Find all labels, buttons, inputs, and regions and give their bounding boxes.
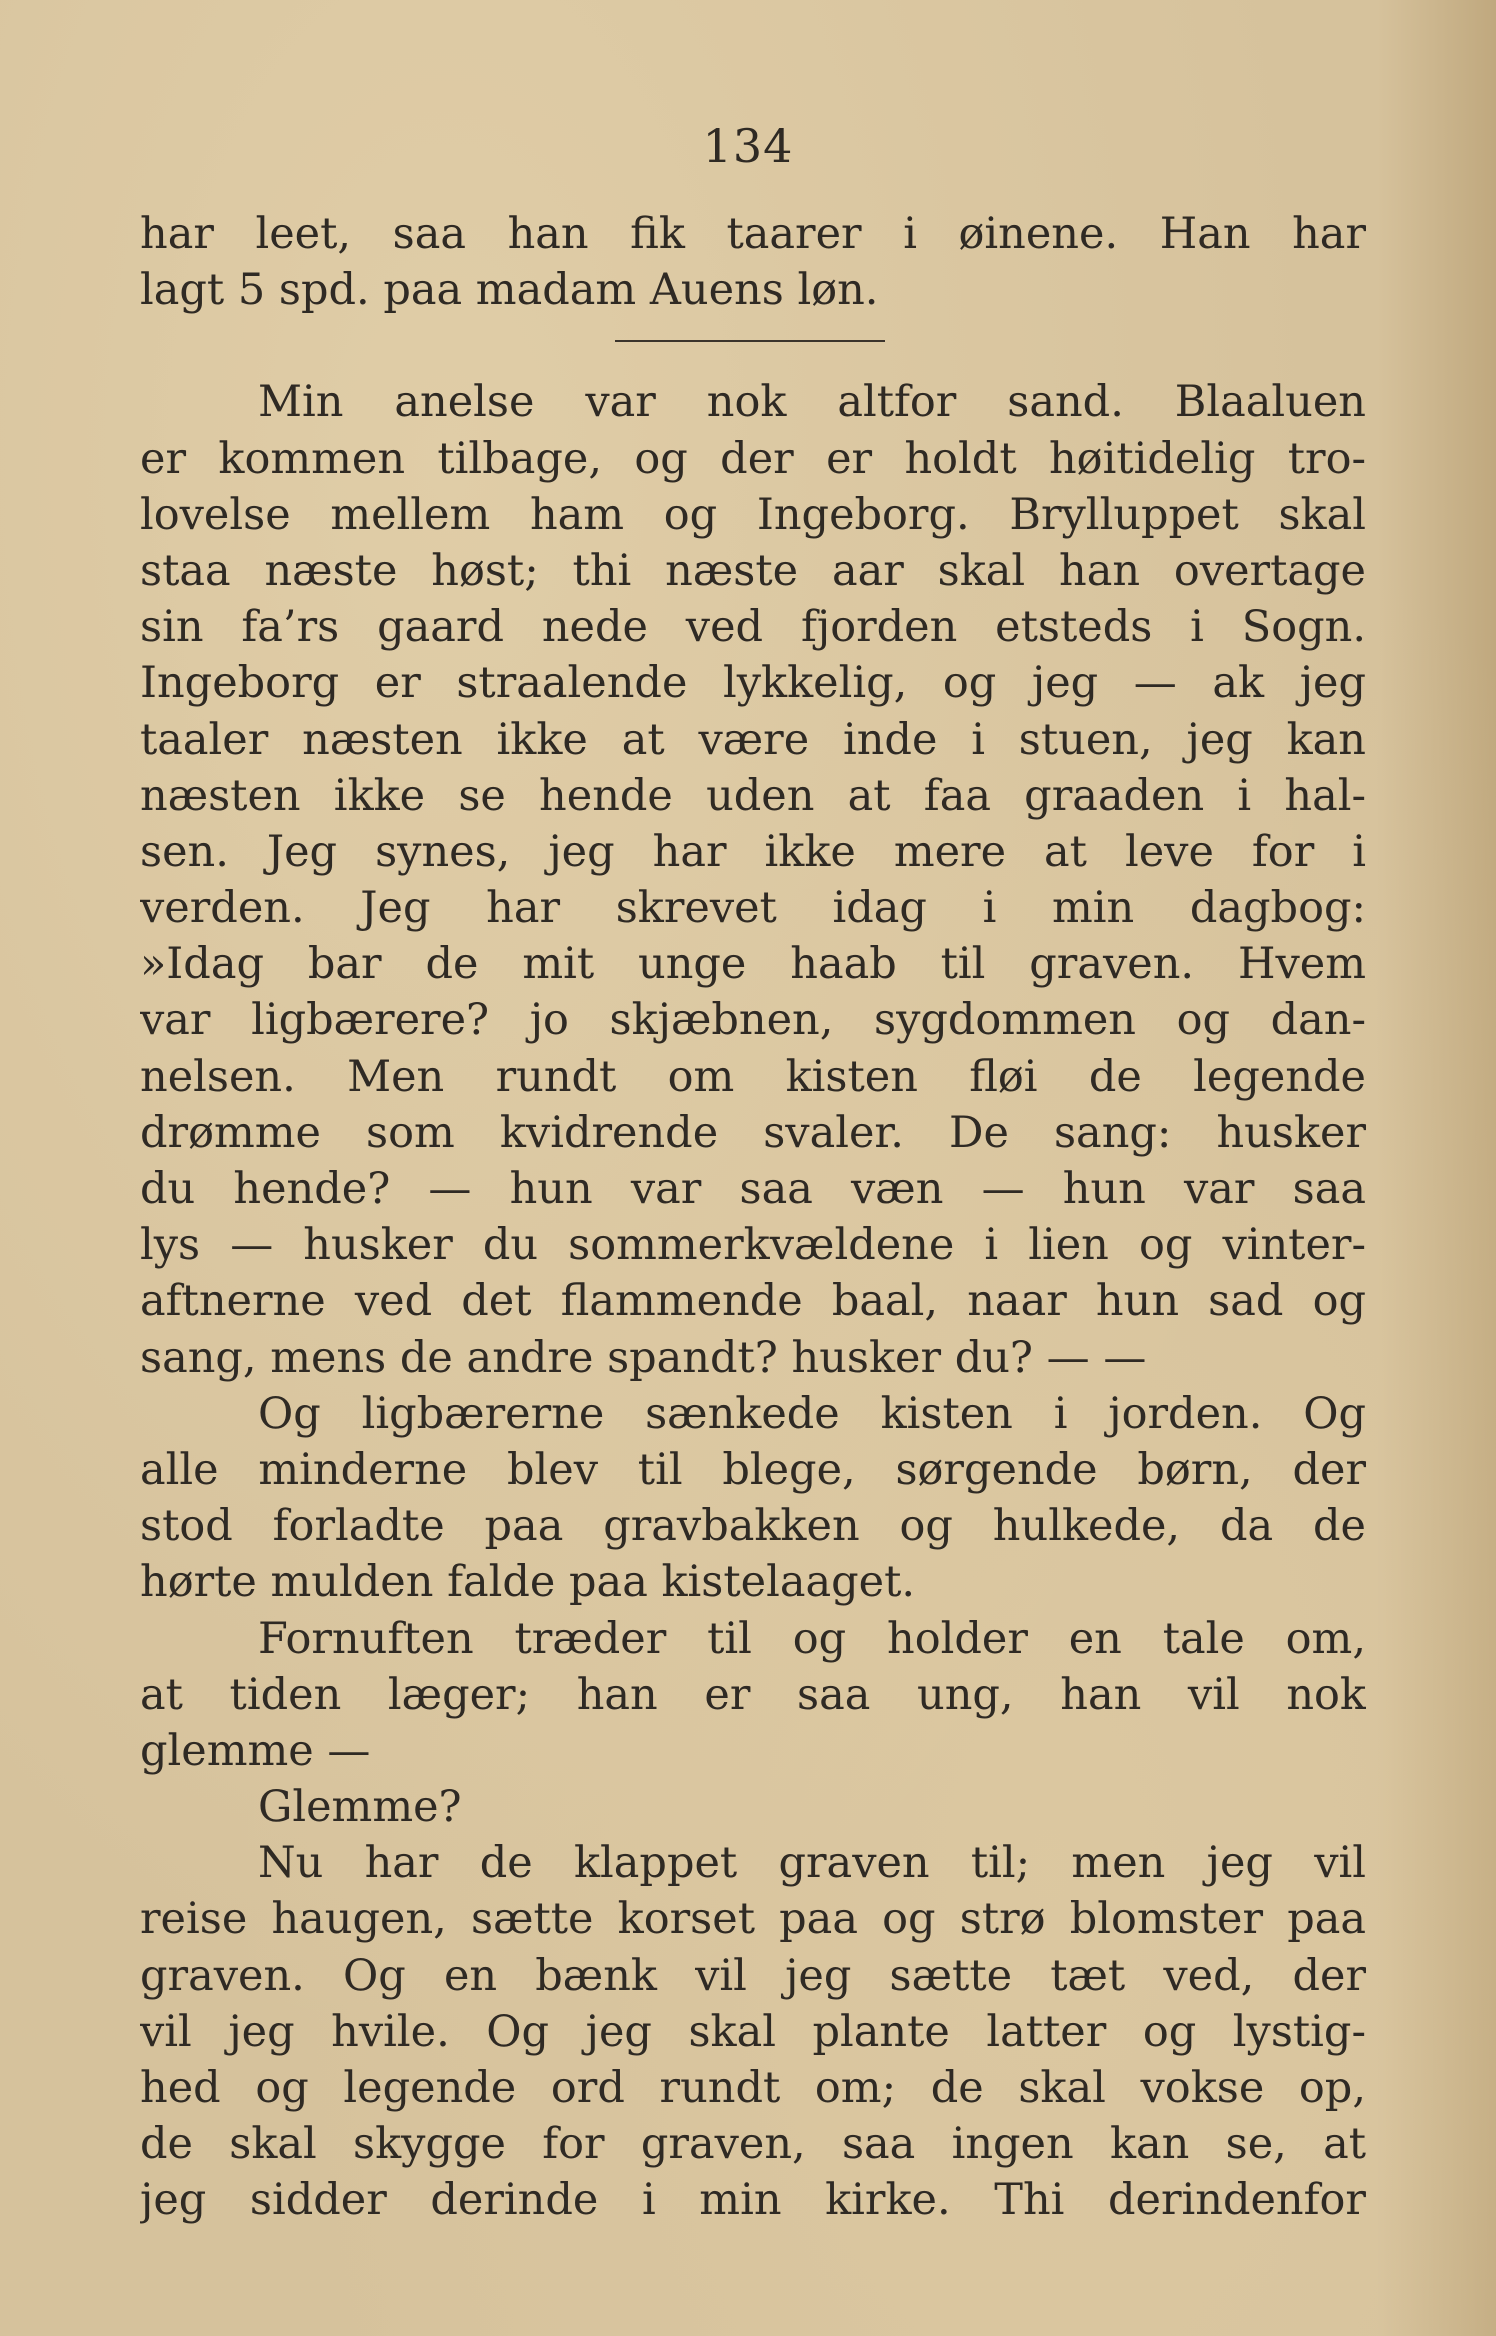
text-line: stod forladte paa gravbakken og hulkede, da de: [140, 1501, 1366, 1552]
text-line: staa næste høst; thi næste aar skal han overtage: [140, 545, 1366, 596]
text-line: jeg sidder derinde i min kirke. Thi derindenfor: [140, 2175, 1366, 2226]
text-line: hed og legende ord rundt om; de skal vokse op,: [140, 2063, 1366, 2113]
text-line: Ingeborg er straalende lykkelig, og jeg — ak jeg: [140, 658, 1366, 709]
text-line: de skal skygge for graven, saa ingen kan se, at: [140, 2119, 1366, 2170]
text-line: Glemme?: [258, 1782, 462, 1833]
body-text: [140, 206, 1366, 2229]
text-line: reise haugen, sætte korset paa og strø blomster paa: [140, 1894, 1366, 1945]
section-divider: [615, 340, 885, 342]
text-line: næsten ikke se hende uden at faa graaden i hal-: [140, 770, 1366, 821]
text-line: var ligbærere? jo skjæbnen, sygdommen og dan-: [140, 995, 1366, 1046]
text-line: sang, mens de andre spandt? husker du? — —: [140, 1332, 1147, 1383]
text-line: glemme —: [140, 1725, 371, 1776]
text-line: har leet, saa han fik taarer i øinene. Han har: [140, 209, 1366, 259]
text-line: Nu har de klappet graven til; men jeg vil: [258, 1838, 1366, 1889]
text-line: sen. Jeg synes, jeg har ikke mere at leve for i: [140, 826, 1366, 877]
text-line: sin fa’rs gaard nede ved fjorden etsteds i Sogn.: [140, 602, 1366, 653]
text-line: at tiden læger; han er saa ung, han vil nok: [140, 1669, 1366, 1720]
text-line: Min anelse var nok altfor sand. Blaaluen: [258, 377, 1366, 428]
text-line: lys — husker du sommerkvældene i lien og vinter-: [140, 1220, 1366, 1271]
text-line: nelsen. Men rundt om kisten fløi de legende: [140, 1051, 1366, 1102]
text-line: du hende? — hun var saa væn — hun var saa: [140, 1164, 1366, 1214]
text-line: aftnerne ved det flammende baal, naar hun sad og: [140, 1276, 1366, 1327]
text-line: »Idag bar de mit unge haab til graven. Hvem: [140, 939, 1366, 990]
text-line: vil jeg hvile. Og jeg skal plante latter og lystig-: [140, 2006, 1366, 2057]
text-line: verden. Jeg har skrevet idag i min dagbog:: [140, 883, 1366, 934]
text-line: lagt 5 spd. paa madam Auens løn.: [140, 265, 879, 316]
text-line: alle minderne blev til blege, sørgende børn, der: [140, 1444, 1366, 1495]
text-line: drømme som kvidrende svaler. De sang: husker: [140, 1107, 1366, 1158]
text-line: er kommen tilbage, og der er holdt høitidelig tro-: [140, 433, 1366, 484]
text-line: taaler næsten ikke at være inde i stuen, jeg kan: [140, 714, 1366, 765]
text-line: hørte mulden falde paa kistelaaget.: [140, 1557, 916, 1608]
section-divider-row: [140, 318, 1366, 374]
text-line: lovelse mellem ham og Ingeborg. Brylluppet skal: [140, 489, 1366, 540]
text-line: Og ligbærerne sænkede kisten i jorden. Og: [258, 1388, 1366, 1439]
text-line: graven. Og en bænk vil jeg sætte tæt ved, der: [140, 1950, 1366, 2001]
page-number: 134: [702, 119, 794, 173]
text-line: Fornuften træder til og holder en tale om,: [258, 1613, 1366, 1664]
